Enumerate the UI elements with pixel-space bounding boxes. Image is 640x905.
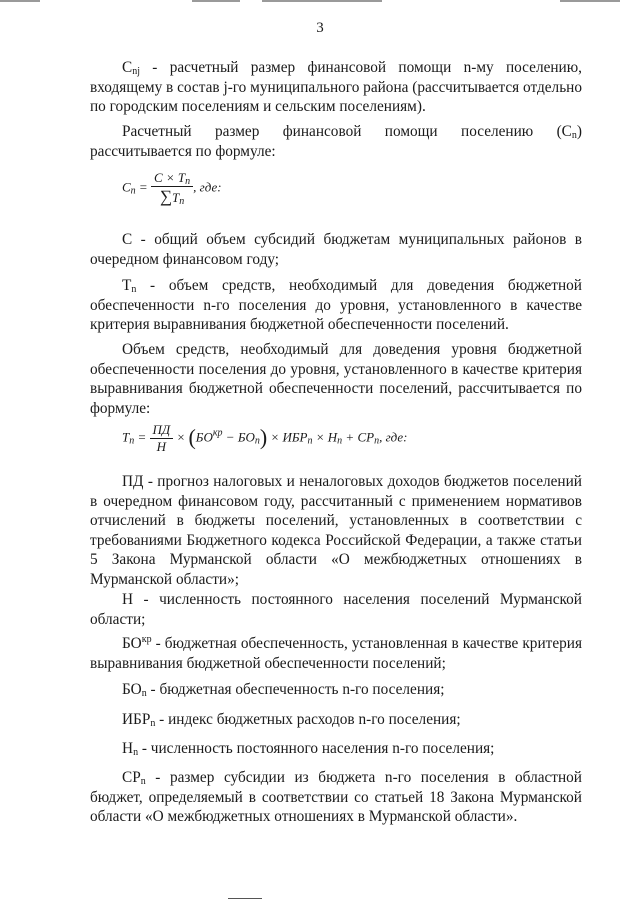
formula-lhs-subscript: n	[129, 435, 135, 447]
definition-text: - размер субсидии из бюджета n-го поселения в областной бюджет, определяемый в соответствии со статьей 18 Закона Мурманской области «О межбюджетных отношениях в Мурманской области».	[90, 769, 582, 826]
definition-pd	[90, 472, 582, 590]
definition-text: С - общий объем субсидий бюджетам муниципальных районов в очередном финансовом году;	[90, 231, 582, 268]
formula-lhs-subscript: n	[130, 185, 136, 197]
symbol-subscript: n	[141, 688, 147, 699]
formula-subscript: n	[374, 435, 380, 447]
fraction-numerator: ПД	[150, 422, 174, 439]
definition-ibrn	[90, 710, 582, 730]
formula-subscript: n	[337, 435, 343, 447]
formula-lhs: T	[122, 429, 130, 445]
numerator-text: C × T	[153, 170, 186, 185]
formula-term: − БО	[222, 429, 255, 445]
sum-symbol: ∑	[159, 187, 172, 206]
formula-tn	[122, 422, 407, 455]
symbol: Н	[122, 740, 134, 757]
denominator-subscript: n	[179, 196, 185, 207]
formula-term: + СР	[342, 429, 375, 445]
formula-fraction	[150, 422, 174, 455]
fraction-numerator	[151, 170, 193, 187]
formula-cn	[122, 170, 222, 207]
formula-subscript: n	[254, 435, 260, 447]
definition-text: ПД - прогноз налоговых и неналоговых доходов бюджетов поселений в очередном финансовом году, рассчитанный с применением нормативов отчислений в бюджеты поселений, установленных в соответствии с требованиями Бюджетного кодекса Российской Федерации, а также статьи 5 Закона Мурманской области «О межбюджетных отношениях в Мурманской области»;	[90, 473, 582, 588]
scan-edge-mark	[0, 0, 40, 2]
formula-equals: =	[134, 429, 150, 445]
scan-edge-mark	[192, 0, 240, 2]
fraction-denominator	[151, 187, 193, 207]
symbol: БО	[122, 681, 142, 698]
intro-text: Объем средств, необходимый для доведения уровня бюджетной обеспеченности поселения до уровня, установленного в качестве критерия выравнивания бюджетной обеспеченности поселений, рассчитывается по формуле:	[90, 341, 582, 417]
formula-term: БО	[195, 429, 213, 445]
formula-operator: ×	[173, 429, 189, 445]
formula-lhs: C	[122, 179, 131, 195]
definition-bokr	[90, 634, 582, 673]
intro-text-tail: ) рассчитывается по формуле:	[90, 123, 582, 160]
symbol: ИБР	[122, 711, 151, 728]
formula-intro-tn	[90, 340, 582, 418]
formula-fraction	[151, 170, 193, 207]
formula-superscript: кр	[212, 427, 223, 439]
formula-term: × ИБР	[267, 429, 308, 445]
symbol-subscript: n	[571, 130, 577, 141]
formula-tail: , где:	[379, 429, 408, 445]
symbol: БО	[122, 635, 142, 652]
symbol-subscript: n	[150, 718, 156, 729]
definition-text: - объем средств, необходимый для доведения бюджетной обеспеченности n-го поселения до уровня, установленного в качестве критерия выравнивания бюджетной обеспеченности поселений.	[90, 277, 582, 334]
symbol-subscript: n	[131, 284, 137, 295]
definition-text: - численность постоянного населения n-го поселения;	[138, 740, 495, 757]
definition-text: Н - численность постоянного населения поселений Мурманской области;	[90, 591, 582, 628]
symbol-superscript: кр	[141, 634, 152, 645]
definition-text: - индекс бюджетных расходов n-го поселения;	[155, 711, 461, 728]
scan-edge-mark	[228, 898, 262, 899]
page-number: 3	[316, 20, 324, 36]
definition-text: - бюджетная обеспеченность n-го поселения;	[146, 681, 445, 698]
intro-text: Расчетный размер финансовой помощи поселению (C	[122, 123, 572, 140]
definition-c	[90, 230, 582, 269]
definition-crn	[90, 768, 582, 827]
definition-n	[90, 590, 582, 629]
symbol: СР	[122, 769, 141, 786]
definition-hn	[90, 739, 582, 759]
symbol-subscript: n	[140, 776, 146, 787]
definition-text: - бюджетная обеспеченность, установленная в качестве критерия выравнивания бюджетной обеспеченности поселений;	[90, 635, 582, 672]
denominator-text: T	[171, 190, 180, 205]
formula-intro-cn	[90, 122, 582, 161]
scan-edge-mark	[560, 0, 620, 2]
open-paren: (	[188, 424, 196, 450]
formula-tail: , где:	[193, 179, 222, 195]
definition-bon	[90, 680, 582, 700]
definition-cnj	[90, 58, 582, 117]
symbol-subscript: nj	[132, 66, 140, 77]
formula-subscript: n	[307, 435, 313, 447]
symbol: C	[122, 59, 133, 76]
definition-tn	[90, 276, 582, 335]
scan-edge-mark	[262, 0, 382, 2]
definition-text: - расчетный размер финансовой помощи n-му поселению, входящему в состав j-го муниципального района (рассчитывается отдельно по городским поселениям и сельским поселениям).	[90, 59, 582, 116]
symbol: Т	[122, 277, 132, 294]
formula-equals: =	[135, 179, 151, 195]
close-paren: )	[259, 424, 268, 450]
numerator-subscript: n	[185, 176, 191, 187]
symbol-subscript: n	[133, 747, 139, 758]
formula-term: × Н	[312, 429, 338, 445]
fraction-denominator: Н	[156, 439, 167, 454]
